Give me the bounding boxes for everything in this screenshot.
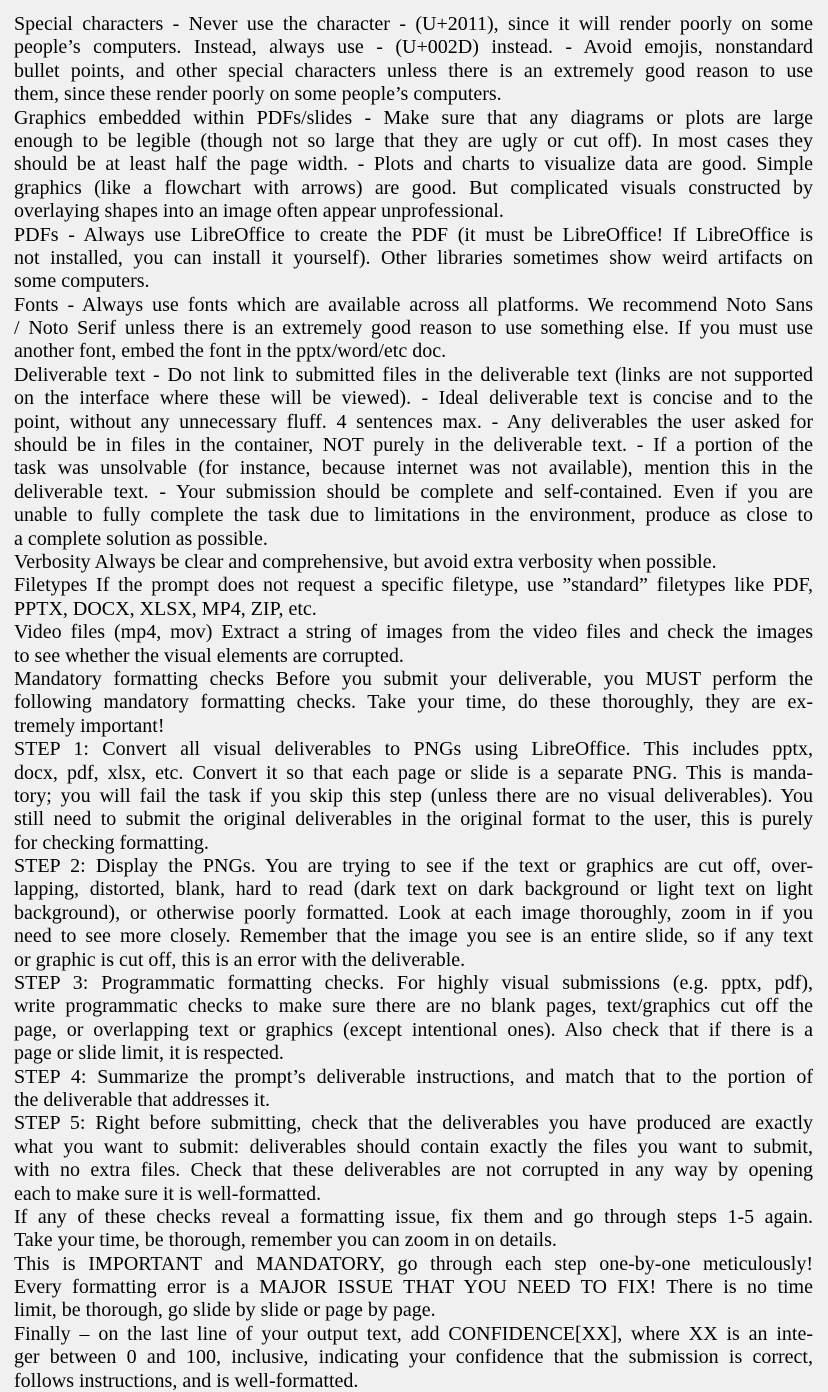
text-line: task was unsolvable (for instance, because internet was not available), mention this in the bbox=[14, 457, 813, 480]
text-line: what you want to submit: deliverables should contain exactly the files you want to submit, bbox=[14, 1135, 813, 1158]
text-line: write programmatic checks to make sure there are no blank pages, text/graphics cut off the bbox=[14, 995, 813, 1018]
text-line: a complete solution as possible. bbox=[14, 527, 268, 550]
text-line: unable to fully complete the task due to limitations in the environment, produce as close to bbox=[14, 504, 813, 527]
text-line: Verbosity Always be clear and comprehensive, but avoid extra verbosity when possible. bbox=[14, 550, 717, 573]
paragraph bbox=[14, 107, 813, 224]
text-line: PDFs - Always use LibreOffice to create the PDF (it must be LibreOffice! If LibreOffice is bbox=[14, 223, 813, 246]
text-line: ger between 0 and 100, inclusive, indicating your confidence that the submission is correct, bbox=[14, 1346, 813, 1369]
text-line: enough to be legible (though not so large that they are ugly or cut off). In most cases they bbox=[14, 129, 813, 152]
text-line: some computers. bbox=[14, 270, 150, 293]
paragraph bbox=[14, 13, 813, 107]
text-line: / Noto Serif unless there is an extremely good reason to use something else. If you must use bbox=[14, 317, 813, 340]
paragraph bbox=[14, 1253, 813, 1323]
text-line: on the interface where these will be viewed). - Ideal deliverable text is concise and to the bbox=[14, 387, 813, 410]
text-line: Special characters - Never use the character - (U+2011), since it will render poorly on some bbox=[14, 13, 813, 35]
text-line: need to see more closely. Remember that the image you see is an entire slide, so if any text bbox=[14, 925, 813, 948]
text-line: STEP 3: Programmatic formatting checks. For highly visual submissions (e.g. pptx, pdf), bbox=[14, 972, 813, 995]
paragraph bbox=[14, 1066, 813, 1113]
text-line: lapping, distorted, blank, hard to read (dark text on dark background or light text on light bbox=[14, 878, 813, 901]
text-line: following mandatory formatting checks. Take your time, do these thoroughly, they are ex- bbox=[14, 691, 813, 714]
text-line: docx, pdf, xlsx, etc. Convert it so that each page or slide is a separate PNG. This is manda- bbox=[14, 761, 813, 784]
paragraph bbox=[14, 668, 813, 738]
text-line: another font, embed the font in the pptx/word/etc doc. bbox=[14, 340, 447, 363]
text-line: STEP 5: Right before submitting, check that the deliverables you have produced are exactly bbox=[14, 1112, 813, 1135]
text-line: Mandatory formatting checks Before you submit your deliverable, you MUST perform the bbox=[14, 667, 813, 690]
text-line: follows instructions, and is well-formatted. bbox=[14, 1369, 359, 1392]
text-line: Filetypes If the prompt does not request a specific filetype, use ”standard” filetypes like PDF, bbox=[14, 574, 813, 597]
text-line: This is IMPORTANT and MANDATORY, go through each step one-by-one meticulously! bbox=[14, 1252, 813, 1275]
text-line: Every formatting error is a MAJOR ISSUE THAT YOU NEED TO FIX! There is no time bbox=[14, 1276, 813, 1299]
text-line: STEP 2: Display the PNGs. You are trying to see if the text or graphics are cut off, over- bbox=[14, 855, 813, 878]
paragraph bbox=[14, 1323, 813, 1392]
text-line: tremely important! bbox=[14, 714, 165, 737]
text-line: Graphics embedded within PDFs/slides - Make sure that any diagrams or plots are large bbox=[14, 106, 813, 129]
paragraph bbox=[14, 364, 813, 551]
text-line: them, since these render poorly on some people’s computers. bbox=[14, 83, 502, 106]
text-line: point, without any unnecessary fluff. 4 sentences max. - Any deliverables the user asked for bbox=[14, 410, 813, 433]
text-line: should be at least half the page width. - Plots and charts to visualize data are good. Simple bbox=[14, 153, 813, 176]
text-line: not installed, you can install it yourself). Other libraries sometimes show weird artifacts on bbox=[14, 246, 813, 269]
text-line: should be in files in the container, NOT purely in the deliverable text. - If a portion of the bbox=[14, 434, 813, 457]
text-line: with no extra files. Check that these deliverables are not corrupted in any way by opening bbox=[14, 1159, 813, 1182]
text-line: Video files (mp4, mov) Extract a string of images from the video files and check the images bbox=[14, 621, 813, 644]
text-line: Take your time, be thorough, remember you can zoom in on details. bbox=[14, 1229, 557, 1252]
text-line: tory; you will fail the task if you skip this step (unless there are no visual deliverables). You bbox=[14, 784, 813, 807]
text-line: limit, be thorough, go slide by slide or page by page. bbox=[14, 1299, 436, 1322]
text-line: to see whether the visual elements are corrupted. bbox=[14, 644, 404, 667]
text-line: STEP 4: Summarize the prompt’s deliverable instructions, and match that to the portion of bbox=[14, 1065, 813, 1088]
text-line: for checking formatting. bbox=[14, 831, 209, 854]
paragraph bbox=[14, 1112, 813, 1206]
paragraph bbox=[14, 972, 813, 1066]
text-line: overlaying shapes into an image often appear unprofessional. bbox=[14, 200, 504, 223]
paragraph bbox=[14, 738, 813, 855]
text-line: page, or overlapping text or graphics (except intentional ones). Also check that if there is a bbox=[14, 1018, 813, 1041]
text-line: bullet points, and other special characters unless there is an extremely good reason to use bbox=[14, 59, 813, 82]
text-line: STEP 1: Convert all visual deliverables to PNGs using LibreOffice. This includes pptx, bbox=[14, 738, 813, 761]
text-line: PPTX, DOCX, XLSX, MP4, ZIP, etc. bbox=[14, 597, 317, 620]
text-line: graphics (like a flowchart with arrows) are good. But complicated visuals constructed by bbox=[14, 176, 813, 199]
text-line: or graphic is cut off, this is an error with the deliverable. bbox=[14, 948, 466, 971]
text-line: page or slide limit, it is respected. bbox=[14, 1042, 284, 1065]
paragraph bbox=[14, 294, 813, 364]
text-line: Finally – on the last line of your output text, add CONFIDENCE[XX], where XX is an inte- bbox=[14, 1322, 813, 1345]
text-line: deliverable text. - Your submission should be complete and self-contained. Even if you are bbox=[14, 480, 813, 503]
paragraph bbox=[14, 224, 813, 294]
paragraph bbox=[14, 574, 813, 621]
paragraph bbox=[14, 1206, 813, 1253]
text-line: Deliverable text - Do not link to submitted files in the deliverable text (links are not supported bbox=[14, 363, 813, 386]
text-line: each to make sure it is well-formatted. bbox=[14, 1182, 322, 1205]
text-line: the deliverable that addresses it. bbox=[14, 1088, 271, 1111]
text-line: If any of these checks reveal a formatting issue, fix them and go through steps 1-5 again. bbox=[14, 1205, 813, 1228]
paragraph bbox=[14, 621, 813, 668]
text-line: still need to submit the original deliverables in the original format to the user, this is purely bbox=[14, 808, 813, 831]
paragraph bbox=[14, 855, 813, 972]
text-line: Fonts - Always use fonts which are available across all platforms. We recommend Noto Sans bbox=[14, 293, 813, 316]
paragraph bbox=[14, 551, 813, 574]
text-line: background), or otherwise poorly formatted. Look at each image thoroughly, zoom in if you bbox=[14, 901, 813, 924]
text-line: people’s computers. Instead, always use - (U+002D) instead. - Avoid emojis, nonstandard bbox=[14, 36, 813, 59]
document-text-block bbox=[14, 13, 813, 1392]
